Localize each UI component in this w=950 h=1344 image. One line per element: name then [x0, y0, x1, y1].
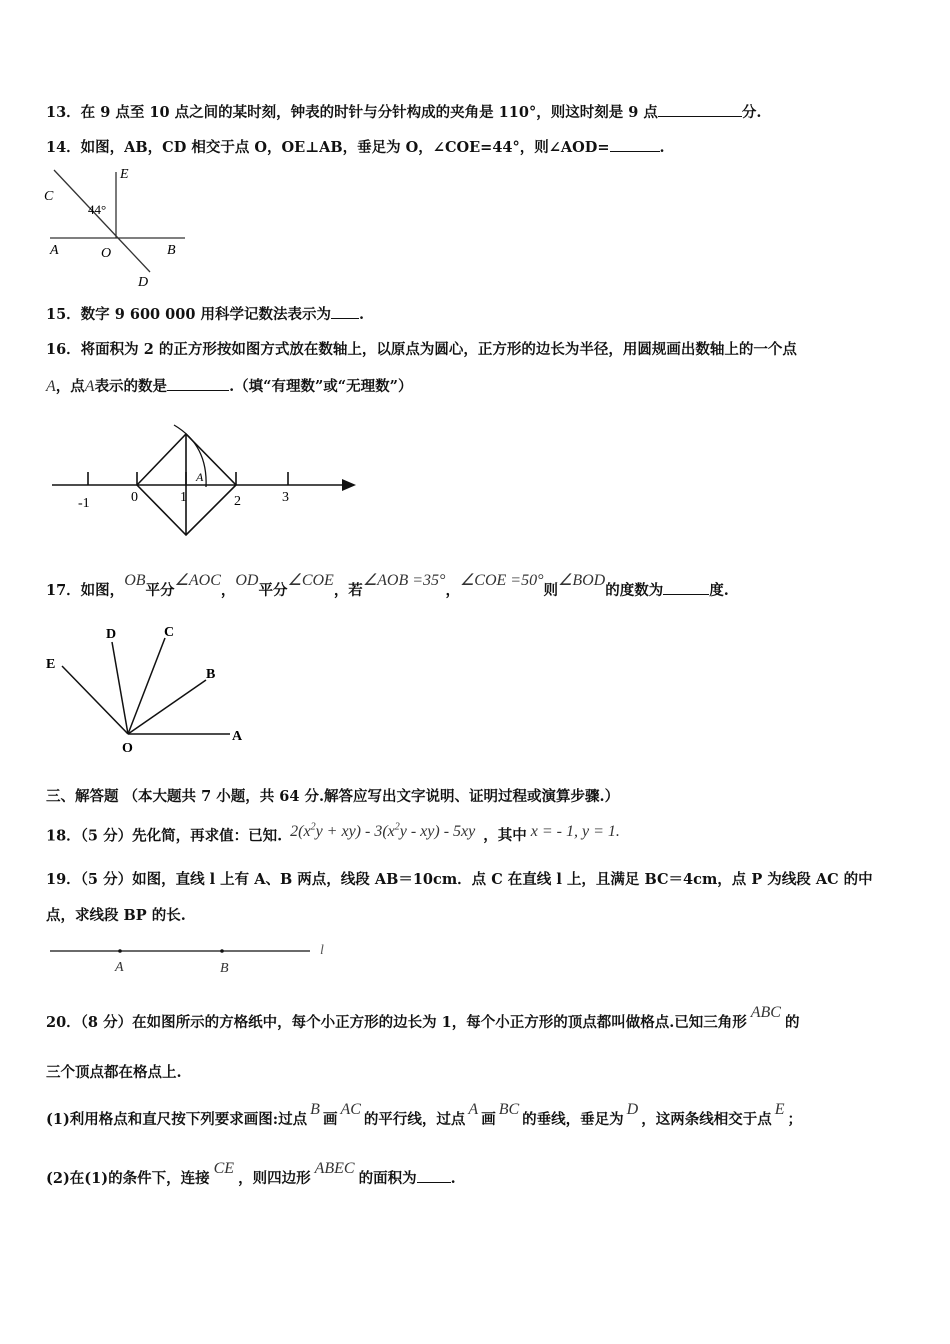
- q20-s2-math: ABEC: [314, 1160, 355, 1177]
- q17-text: 的度数为: [605, 582, 664, 599]
- q17-label-c: C: [164, 625, 175, 640]
- question-20-line1: [46, 1004, 800, 1033]
- q20-s1-math: D: [626, 1101, 639, 1118]
- question-16-line1: [46, 340, 797, 360]
- q20-s1-text: 画: [322, 1111, 338, 1128]
- q16-var-a: A: [46, 378, 56, 395]
- q20-s1-math: BC: [498, 1101, 520, 1118]
- tick-label: 3: [282, 490, 289, 505]
- q17-text: ，: [220, 582, 236, 599]
- q16-figure: [46, 415, 361, 540]
- q16-text2: ，点: [55, 378, 85, 395]
- q20-s1-text: (1)利用格点和直尺按下列要求画图:过点: [46, 1111, 308, 1128]
- q20-s1-text: 画: [481, 1111, 496, 1128]
- q17-math-aoc: ∠AOC: [174, 572, 221, 589]
- tick-label: 2: [234, 494, 241, 509]
- q14-answer-blank[interactable]: [610, 137, 660, 152]
- q13-answer-blank[interactable]: [658, 102, 742, 117]
- q18-expr-part: y - xy) - 5xy: [399, 823, 476, 841]
- q20-s2-text: (2)在(1)的条件下，连接: [46, 1170, 210, 1187]
- q20-s1-text: ；: [787, 1111, 802, 1128]
- q19-text2: 点，求线段 BP 的长.: [46, 907, 186, 924]
- q17-text: 则: [543, 582, 558, 599]
- q20-s1-text: 的垂线，垂足为: [522, 1111, 624, 1128]
- number-line-arrow: [342, 479, 356, 491]
- q16-text1: 16．将面积为 2 的正方形按如图方式放在数轴上，以原点为圆心，正方形的边长为半径，用圆规画出数轴上的一个点: [46, 341, 797, 358]
- q18-text: 18．（5 分）先化简，再求值：已知.: [46, 827, 283, 845]
- q16-tail: .（填“有理数”或“无理数”）: [229, 378, 413, 395]
- tick-label: 1: [180, 490, 187, 505]
- q14-text: 14．如图，AB，CD 相交于点 O，OE⊥AB，垂足为 O，∠COE=44°，则∠AOD=: [46, 139, 610, 156]
- q19-text1: 19．（5 分）如图，直线 l 上有 A、B 两点，线段 AB＝10cm．点 C 在直线 l 上，且满足 BC＝4cm，点 P 为线段 AC 的中: [46, 871, 873, 888]
- q17-tail: 度.: [709, 582, 729, 599]
- q16-answer-blank[interactable]: [167, 376, 229, 391]
- q17-text: ，: [445, 582, 460, 599]
- q13-text: 13．在 9 点至 10 点之间的某时刻，钟表的时针与分针构成的夹角是 110°，则这时刻是 9 点: [46, 104, 658, 121]
- q18-expression: [290, 823, 475, 840]
- q20-s1-text: ，这两条线相交于点: [641, 1111, 772, 1128]
- q17-math-coe: ∠COE: [287, 572, 334, 589]
- q20-s2-tail: .: [450, 1170, 456, 1187]
- question-15: [46, 304, 364, 325]
- q17-answer-blank[interactable]: [663, 580, 709, 595]
- q20-s2-text: 的面积为: [358, 1170, 417, 1187]
- q20-text2: 三个顶点都在格点上.: [46, 1064, 182, 1081]
- question-19-line2: [46, 906, 186, 926]
- q16-text3: 表示的数是: [94, 378, 168, 395]
- q18-expr-part: 2(x: [290, 823, 311, 841]
- question-19-line1: [46, 870, 873, 890]
- q17-math-bod: ∠BOD: [558, 572, 606, 589]
- q15-tail: .: [359, 306, 365, 323]
- section-3-text: 三、解答题 （本大题共 7 小题，共 64 分.解答应写出文字说明、证明过程或演算步骤.）: [46, 788, 620, 805]
- q17-math-od: OD: [235, 572, 259, 589]
- q17-math-coe-value: ∠COE =50°: [459, 572, 544, 589]
- q13-tail: 分.: [741, 104, 762, 121]
- q20-s1-math: E: [774, 1101, 785, 1118]
- tick-label: 0: [131, 490, 138, 505]
- q14-label-o: O: [101, 246, 112, 261]
- q20-s1-math: AC: [340, 1101, 361, 1118]
- q17-text: 平分: [258, 582, 288, 599]
- q20-text1: 20．（8 分）在如图所示的方格纸中，每个小正方形的边长为 1，每个小正方形的顶点都叫做格点.已知三角形: [46, 1014, 747, 1031]
- q17-label-o: O: [122, 741, 133, 756]
- q19-figure: [46, 938, 346, 980]
- q17-math-aob: ∠AOB =35°: [362, 572, 446, 589]
- q18-expr-part: y + xy) - 3(x: [315, 823, 395, 841]
- question-13: [46, 102, 761, 123]
- section-3-heading: [46, 787, 619, 807]
- question-17: [46, 572, 729, 601]
- q20-s2-math: CE: [213, 1160, 235, 1177]
- q19-label-a: A: [115, 960, 124, 975]
- q19-point-b: [220, 949, 224, 953]
- q20-s1-math: A: [468, 1101, 479, 1118]
- q20-s1-math: B: [310, 1101, 320, 1118]
- q15-answer-blank[interactable]: [331, 304, 359, 319]
- q17-label-b: B: [206, 667, 216, 682]
- q17-figure: [40, 620, 260, 760]
- q14-label-c: C: [44, 189, 54, 204]
- q14-label-d: D: [138, 275, 149, 290]
- question-20-part2: [46, 1160, 456, 1189]
- q19-point-a: [118, 949, 122, 953]
- q17-text: 平分: [145, 582, 175, 599]
- q18-text2: ，其中: [483, 827, 527, 845]
- q20-text1-tail: 的: [784, 1014, 800, 1031]
- q14-tail: .: [659, 139, 665, 156]
- q17-math-ob: OB: [124, 572, 146, 589]
- q18-exponent: 2: [394, 822, 400, 833]
- q20-answer-blank[interactable]: [417, 1168, 451, 1183]
- q16-var-a2: A: [84, 378, 95, 395]
- q17-text: ，若: [333, 582, 363, 599]
- q14-label-b: B: [167, 243, 176, 258]
- question-14: [46, 137, 665, 158]
- question-20-part1: [46, 1101, 802, 1130]
- q17-label-d: D: [106, 627, 117, 642]
- q17-text: 17．如图，: [46, 582, 125, 599]
- q14-label-e: E: [120, 167, 129, 182]
- question-20-line2: [46, 1063, 182, 1083]
- q19-label-b: B: [220, 961, 229, 976]
- q20-s2-text: ，则四边形: [238, 1170, 311, 1187]
- q14-label-a: A: [50, 243, 59, 258]
- q18-exponent: 2: [310, 822, 316, 833]
- question-16-line2: [46, 376, 412, 397]
- q20-math-abc: ABC: [750, 1004, 781, 1021]
- q14-angle-label: 44°: [88, 202, 107, 217]
- q15-text: 15．数字 9 600 000 用科学记数法表示为: [46, 306, 331, 323]
- q18-condition: x = - 1, y = 1.: [530, 823, 620, 841]
- q14-figure: [40, 160, 190, 295]
- q16-point-a-label: A: [196, 470, 204, 484]
- question-18: [46, 822, 620, 846]
- q20-s1-text: 的平行线，过点: [363, 1111, 466, 1128]
- q17-label-a: A: [232, 729, 243, 744]
- q17-label-e: E: [46, 657, 56, 672]
- tick-label: -1: [78, 496, 90, 511]
- q19-label-l: l: [320, 943, 324, 958]
